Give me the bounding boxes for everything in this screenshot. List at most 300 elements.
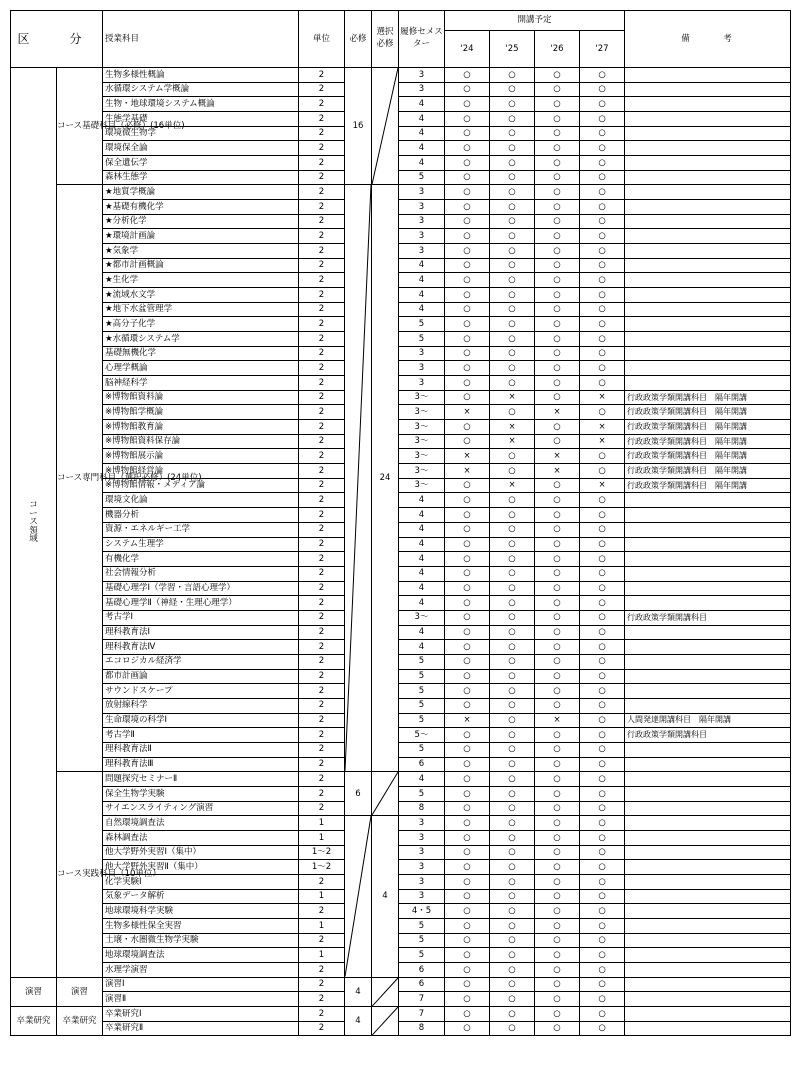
course-remark	[625, 874, 791, 889]
course-semester: 6	[399, 962, 445, 977]
course-credits: 2	[299, 977, 345, 992]
seminar-category-label: 演習	[57, 977, 103, 1006]
offering-mark: ○	[490, 302, 535, 317]
course-name: 問題探究セミナーⅡ	[103, 772, 299, 787]
course-semester: 8	[399, 1021, 445, 1036]
course-name: 水理学演習	[103, 962, 299, 977]
course-semester: 3～	[399, 610, 445, 625]
offering-mark: ○	[490, 97, 535, 112]
course-semester: 4	[399, 537, 445, 552]
offering-mark: ○	[535, 596, 580, 611]
course-row	[11, 390, 791, 405]
offering-mark: ○	[490, 112, 535, 127]
offering-mark: ○	[490, 684, 535, 699]
offering-mark: ○	[580, 610, 625, 625]
course-semester: 4	[399, 258, 445, 273]
course-remark	[625, 625, 791, 640]
course-remark	[625, 258, 791, 273]
course-name: 機器分析	[103, 508, 299, 523]
elective-slash	[372, 977, 399, 1006]
thesis-area-label: 卒業研究	[11, 1007, 57, 1036]
course-credits: 2	[299, 786, 345, 801]
course-semester: 3～	[399, 434, 445, 449]
offering-mark: ○	[445, 786, 490, 801]
course-credits: 2	[299, 742, 345, 757]
offering-mark: ○	[535, 288, 580, 303]
course-semester: 5	[399, 948, 445, 963]
course-remark: 行政政策学類開講科目 隔年開講	[625, 464, 791, 479]
course-credits: 2	[299, 1021, 345, 1036]
offering-mark: ○	[580, 552, 625, 567]
offering-mark: ○	[490, 288, 535, 303]
offering-mark: ○	[445, 992, 490, 1007]
course-credits: 2	[299, 962, 345, 977]
course-semester: 4・5	[399, 904, 445, 919]
course-name: 基礎心理学Ⅱ（神経・生理心理学）	[103, 596, 299, 611]
course-credits: 2	[299, 728, 345, 743]
course-row	[11, 361, 791, 376]
offering-mark: ○	[535, 801, 580, 816]
offering-mark: ○	[535, 742, 580, 757]
offering-mark: ○	[490, 889, 535, 904]
course-credits: 2	[299, 566, 345, 581]
course-remark: 行政政策学類開講科目 隔年開講	[625, 449, 791, 464]
offering-mark: ○	[490, 640, 535, 655]
course-semester: 4	[399, 508, 445, 523]
offering-mark: ○	[580, 449, 625, 464]
offering-mark: ○	[580, 640, 625, 655]
course-credits: 2	[299, 405, 345, 420]
offering-mark: ○	[445, 977, 490, 992]
offering-mark: ○	[445, 948, 490, 963]
offering-mark: ×	[580, 390, 625, 405]
course-semester: 3～	[399, 390, 445, 405]
offering-mark: ○	[535, 390, 580, 405]
course-semester: 3	[399, 874, 445, 889]
course-row	[11, 830, 791, 845]
thesis-category-label: 卒業研究	[57, 1007, 103, 1036]
course-name: 環境文化論	[103, 493, 299, 508]
course-row	[11, 376, 791, 391]
offering-mark: ○	[580, 1007, 625, 1022]
course-row	[11, 405, 791, 420]
offering-mark: ○	[580, 786, 625, 801]
course-credits: 2	[299, 97, 345, 112]
offering-mark: ○	[490, 698, 535, 713]
course-row	[11, 302, 791, 317]
course-remark	[625, 317, 791, 332]
elective-credits: 4	[372, 816, 399, 977]
course-row	[11, 156, 791, 171]
course-remark	[625, 82, 791, 97]
course-remark	[625, 684, 791, 699]
offering-mark: ○	[490, 1021, 535, 1036]
course-remark	[625, 669, 791, 684]
course-semester: 3～	[399, 478, 445, 493]
course-credits: 1～2	[299, 860, 345, 875]
offering-mark: ×	[490, 420, 535, 435]
course-semester: 5	[399, 317, 445, 332]
course-credits: 2	[299, 126, 345, 141]
course-remark	[625, 170, 791, 185]
offering-mark: ○	[490, 596, 535, 611]
course-semester: 4	[399, 156, 445, 171]
offering-mark: ○	[445, 126, 490, 141]
offering-mark: ×	[535, 449, 580, 464]
course-row	[11, 478, 791, 493]
offering-mark: ○	[445, 801, 490, 816]
offering-mark: ○	[580, 669, 625, 684]
course-credits: 2	[299, 141, 345, 156]
category-label: コース基礎科目（必修）(16単位)	[57, 68, 103, 185]
offering-mark: ○	[445, 566, 490, 581]
offering-mark: ○	[580, 772, 625, 787]
offering-mark: ○	[490, 332, 535, 347]
course-remark	[625, 522, 791, 537]
course-name: 演習Ⅰ	[103, 977, 299, 992]
course-name: システム生理学	[103, 537, 299, 552]
course-name: 放射線科学	[103, 698, 299, 713]
course-remark: 行政政策学類開講科目 隔年開講	[625, 478, 791, 493]
course-row	[11, 610, 791, 625]
course-credits: 1～2	[299, 845, 345, 860]
course-row	[11, 786, 791, 801]
offering-mark: ○	[580, 126, 625, 141]
course-row	[11, 845, 791, 860]
offering-mark: ○	[535, 185, 580, 200]
course-remark	[625, 68, 791, 83]
course-semester: 7	[399, 1007, 445, 1022]
course-credits: 2	[299, 493, 345, 508]
elective-slash	[372, 1007, 399, 1036]
offering-mark: ○	[445, 493, 490, 508]
offering-mark: ○	[490, 742, 535, 757]
course-name: エコロジカル経済学	[103, 654, 299, 669]
offering-mark: ○	[445, 654, 490, 669]
year-header: '24	[445, 31, 490, 68]
course-credits: 2	[299, 200, 345, 215]
course-name: 基礎無機化学	[103, 346, 299, 361]
course-credits: 2	[299, 273, 345, 288]
offering-mark: ○	[490, 1007, 535, 1022]
course-credits: 2	[299, 581, 345, 596]
offering-mark: ○	[445, 317, 490, 332]
offering-mark: ○	[535, 933, 580, 948]
course-credits: 2	[299, 420, 345, 435]
course-row	[11, 273, 791, 288]
course-credits: 1	[299, 889, 345, 904]
course-credits: 1	[299, 830, 345, 845]
course-table	[10, 10, 791, 1036]
offering-mark: ○	[580, 992, 625, 1007]
course-name: 生態学基礎	[103, 112, 299, 127]
offering-mark: ○	[490, 801, 535, 816]
offering-mark: ○	[445, 97, 490, 112]
course-remark	[625, 845, 791, 860]
offering-mark: ○	[490, 449, 535, 464]
offering-mark: ○	[535, 948, 580, 963]
offering-mark: ○	[490, 508, 535, 523]
course-name: ※博物館経営論	[103, 464, 299, 479]
offering-mark: ○	[445, 757, 490, 772]
course-credits: 2	[299, 698, 345, 713]
course-row	[11, 1007, 791, 1022]
course-remark	[625, 786, 791, 801]
offering-mark: ○	[580, 801, 625, 816]
course-credits: 2	[299, 302, 345, 317]
offering-mark: ○	[445, 346, 490, 361]
offering-mark: ○	[445, 816, 490, 831]
course-row	[11, 962, 791, 977]
offering-mark: ○	[490, 82, 535, 97]
offering-mark: ○	[535, 581, 580, 596]
course-credits: 2	[299, 185, 345, 200]
course-row	[11, 874, 791, 889]
course-semester: 3	[399, 889, 445, 904]
course-credits: 2	[299, 449, 345, 464]
course-semester: 5	[399, 170, 445, 185]
course-name: 卒業研究Ⅱ	[103, 1021, 299, 1036]
course-remark	[625, 156, 791, 171]
offering-mark: ○	[445, 170, 490, 185]
offering-mark: ○	[490, 156, 535, 171]
offering-mark: ○	[445, 112, 490, 127]
course-row	[11, 757, 791, 772]
offering-mark: ○	[580, 522, 625, 537]
course-semester: 3	[399, 845, 445, 860]
course-semester: 5	[399, 684, 445, 699]
offering-mark: ○	[535, 126, 580, 141]
course-name: ★水循環システム学	[103, 332, 299, 347]
offering-mark: ○	[490, 552, 535, 567]
course-row	[11, 698, 791, 713]
course-credits: 2	[299, 992, 345, 1007]
course-credits: 2	[299, 82, 345, 97]
course-semester: 4	[399, 566, 445, 581]
course-row	[11, 904, 791, 919]
course-remark	[625, 654, 791, 669]
subject-header: 授業科目	[103, 11, 299, 68]
offering-mark: ○	[535, 200, 580, 215]
required-header: 必修	[345, 11, 372, 68]
course-semester: 5	[399, 933, 445, 948]
offering-mark: ×	[490, 434, 535, 449]
course-remark: 行政政策学類開講科目	[625, 610, 791, 625]
offering-mark: ○	[490, 757, 535, 772]
offering-mark: ○	[445, 82, 490, 97]
offering-mark: ○	[580, 625, 625, 640]
course-remark	[625, 112, 791, 127]
course-semester: 3	[399, 200, 445, 215]
course-name: 考古学Ⅱ	[103, 728, 299, 743]
course-semester: 3	[399, 860, 445, 875]
course-credits: 2	[299, 552, 345, 567]
course-credits: 2	[299, 1007, 345, 1022]
course-semester: 4	[399, 288, 445, 303]
offering-mark: ○	[490, 654, 535, 669]
course-row	[11, 493, 791, 508]
offering-mark: ○	[580, 214, 625, 229]
course-name: ★基礎有機化学	[103, 200, 299, 215]
offering-mark: ○	[490, 816, 535, 831]
course-credits: 2	[299, 361, 345, 376]
course-remark	[625, 537, 791, 552]
offering-mark: ○	[535, 962, 580, 977]
offering-mark: ○	[490, 830, 535, 845]
course-row	[11, 258, 791, 273]
offering-mark: ○	[445, 156, 490, 171]
offering-mark: ○	[445, 1021, 490, 1036]
course-row	[11, 918, 791, 933]
remarks-header: 備 考	[625, 11, 791, 68]
course-row	[11, 816, 791, 831]
offering-mark: ○	[535, 346, 580, 361]
offering-mark: ○	[580, 273, 625, 288]
offering-mark: ×	[445, 449, 490, 464]
course-row	[11, 170, 791, 185]
offering-mark: ○	[445, 772, 490, 787]
offering-mark: ○	[445, 904, 490, 919]
course-remark	[625, 581, 791, 596]
offering-mark: ○	[535, 361, 580, 376]
offering-mark: ○	[580, 185, 625, 200]
course-semester: 4	[399, 273, 445, 288]
course-row	[11, 68, 791, 83]
offering-mark: ○	[580, 82, 625, 97]
course-row	[11, 801, 791, 816]
offering-mark: ○	[490, 992, 535, 1007]
course-name: ★気象学	[103, 244, 299, 259]
course-credits: 2	[299, 376, 345, 391]
offering-mark: ○	[490, 786, 535, 801]
course-name: 有機化学	[103, 552, 299, 567]
course-remark	[625, 1021, 791, 1036]
course-credits: 2	[299, 904, 345, 919]
course-credits: 2	[299, 332, 345, 347]
course-credits: 2	[299, 640, 345, 655]
offering-mark: ×	[445, 464, 490, 479]
offering-mark: ○	[535, 214, 580, 229]
course-credits: 2	[299, 390, 345, 405]
course-semester: 3	[399, 830, 445, 845]
offering-mark: ○	[580, 464, 625, 479]
required-credits: 4	[345, 1007, 372, 1036]
offering-mark: ○	[580, 918, 625, 933]
course-name: サウンドスケープ	[103, 684, 299, 699]
offering-mark: ○	[580, 508, 625, 523]
offering-mark: ○	[445, 698, 490, 713]
course-row	[11, 317, 791, 332]
course-row	[11, 933, 791, 948]
offering-mark: ○	[535, 170, 580, 185]
offering-mark: ○	[490, 904, 535, 919]
offering-mark: ○	[445, 288, 490, 303]
course-remark	[625, 552, 791, 567]
offering-mark: ○	[535, 889, 580, 904]
offering-mark: ○	[490, 625, 535, 640]
course-name: 森林調査法	[103, 830, 299, 845]
offering-mark: ○	[580, 68, 625, 83]
offering-mark: ×	[580, 434, 625, 449]
course-row	[11, 772, 791, 787]
course-credits: 2	[299, 625, 345, 640]
course-row	[11, 889, 791, 904]
offering-mark: ○	[580, 376, 625, 391]
offering-mark: ○	[535, 82, 580, 97]
course-remark	[625, 904, 791, 919]
offering-mark: ○	[445, 669, 490, 684]
offering-mark: ○	[445, 962, 490, 977]
course-semester: 3	[399, 816, 445, 831]
course-name: 都市計画論	[103, 669, 299, 684]
offering-mark: ○	[490, 346, 535, 361]
offering-mark: ○	[490, 537, 535, 552]
offering-mark: ○	[580, 288, 625, 303]
course-remark: 行政政策学類開講科目	[625, 728, 791, 743]
course-name: 資源・エネルギー工学	[103, 522, 299, 537]
offering-mark: ○	[490, 464, 535, 479]
offering-mark: ○	[580, 244, 625, 259]
offering-mark: ○	[580, 302, 625, 317]
offering-mark: ○	[535, 273, 580, 288]
offering-mark: ○	[445, 434, 490, 449]
offering-mark: ○	[580, 170, 625, 185]
course-name: ★流域水文学	[103, 288, 299, 303]
offering-mark: ○	[535, 302, 580, 317]
offering-mark: ○	[535, 112, 580, 127]
offering-mark: ○	[535, 640, 580, 655]
offering-mark: ○	[445, 918, 490, 933]
offering-mark: ○	[580, 757, 625, 772]
offering-mark: ○	[490, 493, 535, 508]
course-credits: 2	[299, 156, 345, 171]
offering-mark: ○	[445, 68, 490, 83]
offering-mark: ○	[580, 874, 625, 889]
offering-mark: ○	[580, 728, 625, 743]
course-semester: 5	[399, 918, 445, 933]
course-remark	[625, 860, 791, 875]
course-semester: 4	[399, 640, 445, 655]
offering-mark: ○	[535, 522, 580, 537]
course-credits: 2	[299, 669, 345, 684]
course-name: ★都市計画概論	[103, 258, 299, 273]
course-remark	[625, 933, 791, 948]
offering-mark: ○	[580, 493, 625, 508]
course-remark	[625, 640, 791, 655]
course-name: ★地下水盆管理学	[103, 302, 299, 317]
offering-mark: ○	[445, 610, 490, 625]
course-credits: 2	[299, 684, 345, 699]
offering-mark: ○	[535, 97, 580, 112]
required-slash	[345, 816, 372, 977]
course-semester: 4	[399, 772, 445, 787]
offering-mark: ○	[490, 874, 535, 889]
offering-mark: ○	[535, 918, 580, 933]
offering-mark: ○	[535, 1007, 580, 1022]
offering-mark: ○	[445, 830, 490, 845]
course-credits: 2	[299, 258, 345, 273]
offering-mark: ○	[490, 669, 535, 684]
course-remark	[625, 977, 791, 992]
offering-mark: ○	[445, 1007, 490, 1022]
offering-mark: ○	[580, 361, 625, 376]
offering-mark: ○	[535, 860, 580, 875]
offering-mark: ○	[445, 860, 490, 875]
offering-mark: ○	[445, 874, 490, 889]
course-credits: 2	[299, 772, 345, 787]
category-label: コース専門科目（選択必修）(24単位)	[57, 185, 103, 772]
offering-mark: ○	[445, 537, 490, 552]
